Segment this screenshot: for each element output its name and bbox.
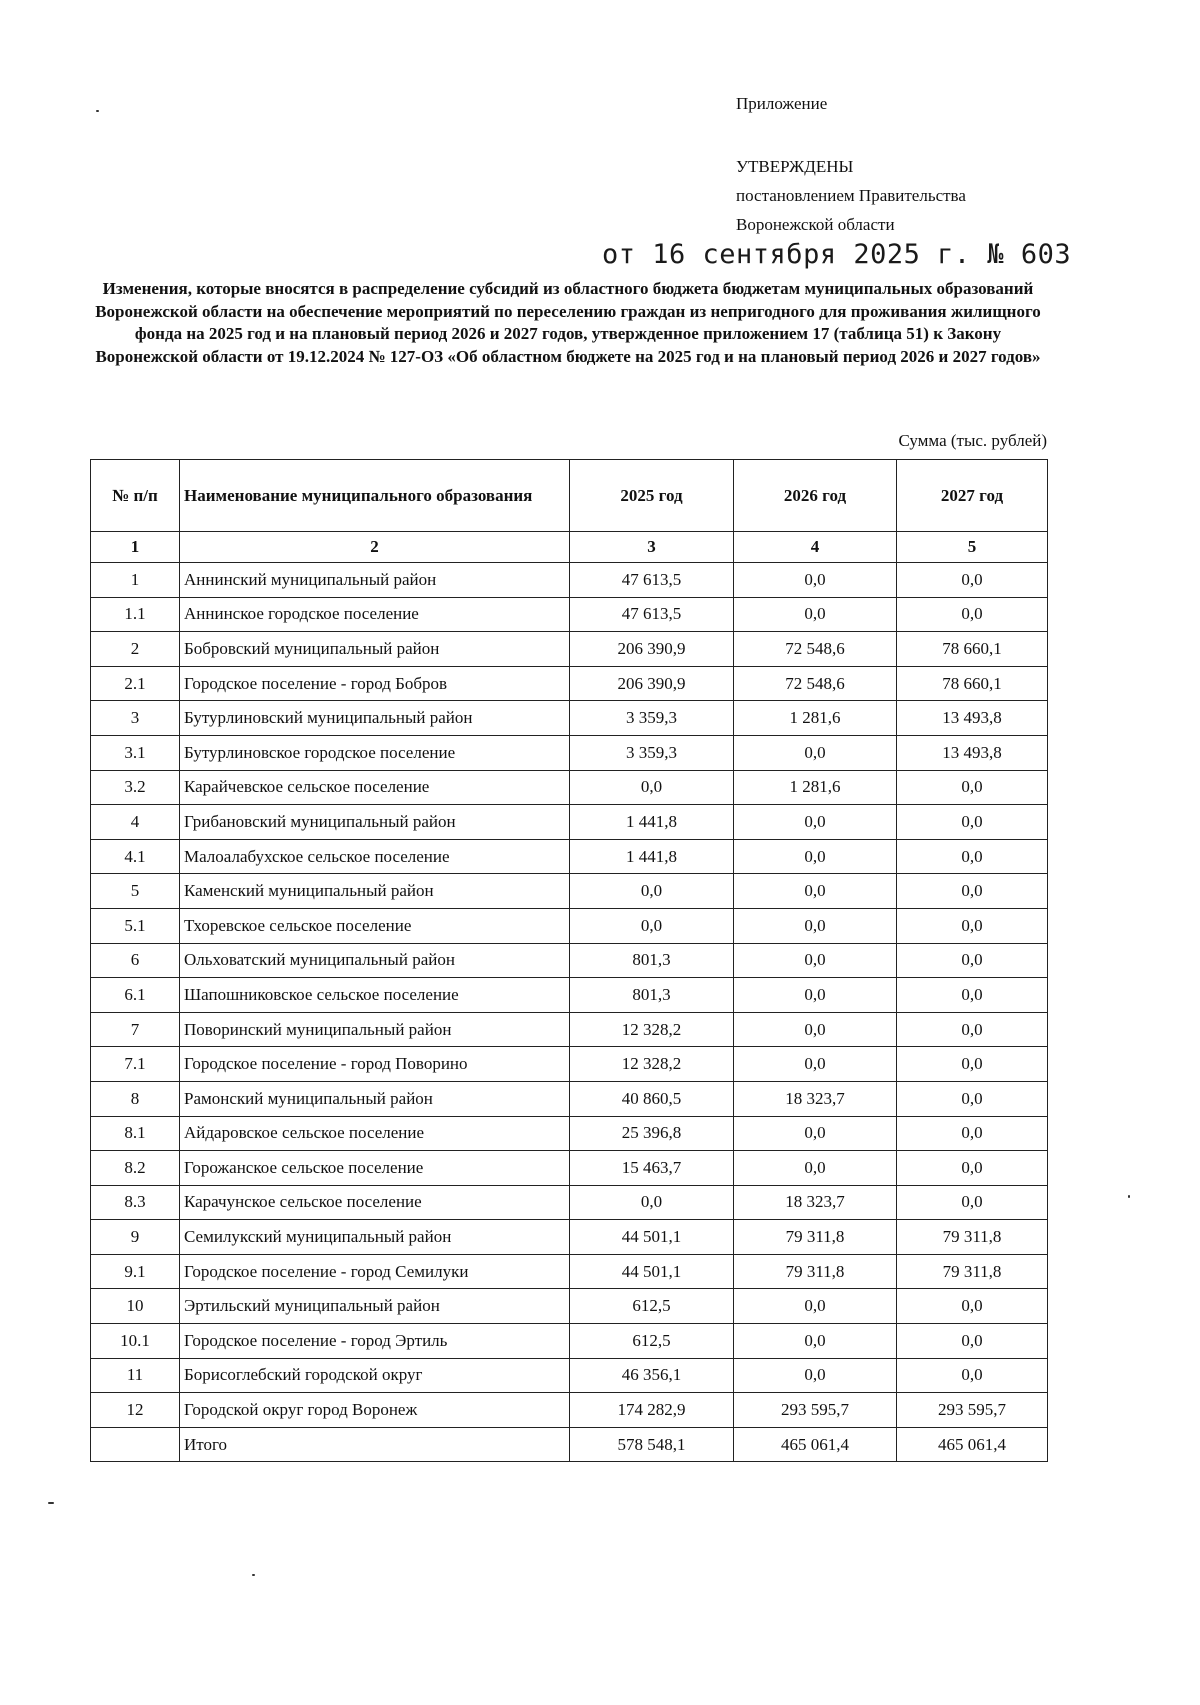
- value-2025: 47 613,5: [570, 597, 734, 632]
- municipality-name: Рамонский муниципальный район: [180, 1081, 570, 1116]
- value-2025: 612,5: [570, 1324, 734, 1359]
- table-row: [91, 1185, 1048, 1220]
- table-row: [91, 1116, 1048, 1151]
- value-2025: 40 860,5: [570, 1081, 734, 1116]
- header-2027: 2027 год: [897, 460, 1048, 532]
- value-2026: 0,0: [734, 1324, 897, 1359]
- total-label: Итого: [180, 1427, 570, 1462]
- value-2025: 0,0: [570, 1185, 734, 1220]
- table-row: [91, 1289, 1048, 1324]
- row-number: 5: [91, 874, 180, 909]
- row-number: 6.1: [91, 978, 180, 1013]
- total-2027: 465 061,4: [897, 1427, 1048, 1462]
- municipality-name: Эртильский муниципальный район: [180, 1289, 570, 1324]
- value-2027: 0,0: [897, 908, 1048, 943]
- row-number: 9: [91, 1220, 180, 1255]
- municipality-name: Борисоглебский городской округ: [180, 1358, 570, 1393]
- value-2026: 72 548,6: [734, 666, 897, 701]
- value-2026: 1 281,6: [734, 701, 897, 736]
- row-number: 8.2: [91, 1151, 180, 1186]
- value-2027: 78 660,1: [897, 666, 1048, 701]
- column-number: 2: [180, 532, 570, 563]
- row-number: 3: [91, 701, 180, 736]
- approved-by-line-2: Воронежской области: [736, 215, 895, 234]
- municipality-name: Городское поселение - город Бобров: [180, 666, 570, 701]
- municipality-name: Аннинский муниципальный район: [180, 563, 570, 598]
- value-2027: 0,0: [897, 1151, 1048, 1186]
- value-2025: 1 441,8: [570, 805, 734, 840]
- value-2025: 801,3: [570, 978, 734, 1013]
- municipality-name: Городское поселение - город Поворино: [180, 1047, 570, 1082]
- table-row: [91, 908, 1048, 943]
- table-row: [91, 701, 1048, 736]
- municipality-name: Грибановский муниципальный район: [180, 805, 570, 840]
- table-row: [91, 1081, 1048, 1116]
- row-number: 1.1: [91, 597, 180, 632]
- column-number: 5: [897, 532, 1048, 563]
- municipality-name: Аннинское городское поселение: [180, 597, 570, 632]
- value-2027: 0,0: [897, 563, 1048, 598]
- table-body: [91, 563, 1048, 1462]
- value-2027: 78 660,1: [897, 632, 1048, 667]
- table-row: [91, 1393, 1048, 1428]
- value-2026: 79 311,8: [734, 1254, 897, 1289]
- row-number: 2.1: [91, 666, 180, 701]
- value-2027: 13 493,8: [897, 701, 1048, 736]
- table-row: [91, 597, 1048, 632]
- row-number: 12: [91, 1393, 180, 1428]
- value-2027: 293 595,7: [897, 1393, 1048, 1428]
- value-2026: 0,0: [734, 874, 897, 909]
- municipality-name: Бутурлиновский муниципальный район: [180, 701, 570, 736]
- municipality-name: Каменский муниципальный район: [180, 874, 570, 909]
- value-2025: 0,0: [570, 770, 734, 805]
- row-number: 2: [91, 632, 180, 667]
- value-2027: 0,0: [897, 770, 1048, 805]
- value-2027: 0,0: [897, 1289, 1048, 1324]
- municipality-name: Карайчевское сельское поселение: [180, 770, 570, 805]
- municipality-name: Горожанское сельское поселение: [180, 1151, 570, 1186]
- total-number: [91, 1427, 180, 1462]
- total-2025: 578 548,1: [570, 1427, 734, 1462]
- table-row: [91, 1358, 1048, 1393]
- value-2026: 0,0: [734, 1358, 897, 1393]
- value-2026: 0,0: [734, 839, 897, 874]
- value-2026: 0,0: [734, 563, 897, 598]
- municipality-name: Ольховатский муниципальный район: [180, 943, 570, 978]
- value-2026: 0,0: [734, 943, 897, 978]
- table-row: [91, 943, 1048, 978]
- value-2026: 293 595,7: [734, 1393, 897, 1428]
- municipality-name: Городской округ город Воронеж: [180, 1393, 570, 1428]
- value-2027: 79 311,8: [897, 1220, 1048, 1255]
- municipality-name: Айдаровское сельское поселение: [180, 1116, 570, 1151]
- row-number: 7.1: [91, 1047, 180, 1082]
- value-2026: 0,0: [734, 1012, 897, 1047]
- value-2026: 0,0: [734, 1047, 897, 1082]
- municipality-name: Карачунское сельское поселение: [180, 1185, 570, 1220]
- row-number: 8: [91, 1081, 180, 1116]
- table-row: [91, 770, 1048, 805]
- municipality-name: Городское поселение - город Семилуки: [180, 1254, 570, 1289]
- row-number: 1: [91, 563, 180, 598]
- units-note: Сумма (тыс. рублей): [898, 431, 1047, 450]
- scan-mark: [1128, 1195, 1130, 1198]
- value-2027: 79 311,8: [897, 1254, 1048, 1289]
- decree-reference: от 16 сентября 2025 г. № 603: [602, 239, 1072, 270]
- subsidy-table: [90, 459, 1048, 1462]
- row-number: 4: [91, 805, 180, 840]
- value-2026: 0,0: [734, 805, 897, 840]
- value-2027: 0,0: [897, 805, 1048, 840]
- value-2026: 18 323,7: [734, 1081, 897, 1116]
- scan-mark: [48, 1502, 54, 1504]
- value-2027: 0,0: [897, 943, 1048, 978]
- value-2027: 0,0: [897, 1081, 1048, 1116]
- scan-mark: [252, 1574, 255, 1576]
- value-2027: 0,0: [897, 978, 1048, 1013]
- column-number: 3: [570, 532, 734, 563]
- column-number: 1: [91, 532, 180, 563]
- municipality-name: Бутурлиновское городское поселение: [180, 735, 570, 770]
- value-2027: 0,0: [897, 839, 1048, 874]
- value-2027: 13 493,8: [897, 735, 1048, 770]
- table-row: [91, 805, 1048, 840]
- table-row: [91, 1012, 1048, 1047]
- column-number: 4: [734, 532, 897, 563]
- value-2025: 612,5: [570, 1289, 734, 1324]
- total-row: [91, 1427, 1048, 1462]
- value-2025: 44 501,1: [570, 1254, 734, 1289]
- value-2025: 25 396,8: [570, 1116, 734, 1151]
- value-2026: 72 548,6: [734, 632, 897, 667]
- value-2026: 0,0: [734, 1289, 897, 1324]
- value-2026: 18 323,7: [734, 1185, 897, 1220]
- row-number: 3.2: [91, 770, 180, 805]
- table-row: [91, 1151, 1048, 1186]
- value-2026: 0,0: [734, 908, 897, 943]
- value-2026: 79 311,8: [734, 1220, 897, 1255]
- table-row: [91, 632, 1048, 667]
- municipality-name: Шапошниковское сельское поселение: [180, 978, 570, 1013]
- scan-mark: [96, 110, 99, 112]
- table-row: [91, 978, 1048, 1013]
- table-row: [91, 666, 1048, 701]
- row-number: 11: [91, 1358, 180, 1393]
- approved-by-line-1: постановлением Правительства: [736, 186, 966, 205]
- row-number: 9.1: [91, 1254, 180, 1289]
- approved-label: УТВЕРЖДЕНЫ: [736, 157, 854, 176]
- table-row: [91, 839, 1048, 874]
- value-2025: 206 390,9: [570, 632, 734, 667]
- value-2026: 1 281,6: [734, 770, 897, 805]
- header-name: Наименование муниципального образования: [180, 460, 570, 532]
- value-2026: 0,0: [734, 735, 897, 770]
- value-2025: 44 501,1: [570, 1220, 734, 1255]
- header-2026: 2026 год: [734, 460, 897, 532]
- value-2025: 46 356,1: [570, 1358, 734, 1393]
- value-2025: 1 441,8: [570, 839, 734, 874]
- value-2027: 0,0: [897, 1324, 1048, 1359]
- value-2025: 3 359,3: [570, 735, 734, 770]
- table-row: [91, 1254, 1048, 1289]
- value-2026: 0,0: [734, 978, 897, 1013]
- table-header-row: [91, 460, 1048, 532]
- row-number: 8.3: [91, 1185, 180, 1220]
- header-number: № п/п: [91, 460, 180, 532]
- value-2027: 0,0: [897, 1047, 1048, 1082]
- row-number: 4.1: [91, 839, 180, 874]
- row-number: 10: [91, 1289, 180, 1324]
- value-2025: 47 613,5: [570, 563, 734, 598]
- row-number: 7: [91, 1012, 180, 1047]
- appendix-label: Приложение: [736, 94, 828, 113]
- value-2027: 0,0: [897, 1116, 1048, 1151]
- value-2025: 174 282,9: [570, 1393, 734, 1428]
- total-2026: 465 061,4: [734, 1427, 897, 1462]
- value-2025: 801,3: [570, 943, 734, 978]
- municipality-name: Малоалабухское сельское поселение: [180, 839, 570, 874]
- row-number: 8.1: [91, 1116, 180, 1151]
- municipality-name: Тхоревское сельское поселение: [180, 908, 570, 943]
- value-2027: 0,0: [897, 1358, 1048, 1393]
- header-2025: 2025 год: [570, 460, 734, 532]
- row-number: 3.1: [91, 735, 180, 770]
- value-2025: 3 359,3: [570, 701, 734, 736]
- municipality-name: Семилукский муниципальный район: [180, 1220, 570, 1255]
- table-row: [91, 1220, 1048, 1255]
- value-2027: 0,0: [897, 874, 1048, 909]
- value-2025: 15 463,7: [570, 1151, 734, 1186]
- value-2026: 0,0: [734, 1151, 897, 1186]
- document-title: Изменения, которые вносятся в распределение субсидий из областного бюджета бюджетам муниципальных образований Воронежской области на обеспечение мероприятий по переселению граждан из непригодного для проживания жилищного фонда на 2025 год и на плановый период 2026 и 2027 годов, утвержденное приложением 17 (таблица 51) к Закону Воронежской области от 19.12.2024 № 127-ОЗ «Об областном бюджете на 2025 год и на плановый период 2026 и 2027 годов»: [95, 279, 1041, 366]
- value-2027: 0,0: [897, 1185, 1048, 1220]
- table-row: [91, 563, 1048, 598]
- column-number-row: [91, 532, 1048, 563]
- value-2025: 206 390,9: [570, 666, 734, 701]
- value-2026: 0,0: [734, 597, 897, 632]
- value-2025: 12 328,2: [570, 1012, 734, 1047]
- municipality-name: Поворинский муниципальный район: [180, 1012, 570, 1047]
- table-row: [91, 1047, 1048, 1082]
- table-row: [91, 735, 1048, 770]
- row-number: 5.1: [91, 908, 180, 943]
- table-row: [91, 1324, 1048, 1359]
- table-row: [91, 874, 1048, 909]
- value-2025: 0,0: [570, 908, 734, 943]
- value-2026: 0,0: [734, 1116, 897, 1151]
- row-number: 10.1: [91, 1324, 180, 1359]
- value-2025: 0,0: [570, 874, 734, 909]
- value-2025: 12 328,2: [570, 1047, 734, 1082]
- value-2027: 0,0: [897, 1012, 1048, 1047]
- municipality-name: Городское поселение - город Эртиль: [180, 1324, 570, 1359]
- row-number: 6: [91, 943, 180, 978]
- value-2027: 0,0: [897, 597, 1048, 632]
- municipality-name: Бобровский муниципальный район: [180, 632, 570, 667]
